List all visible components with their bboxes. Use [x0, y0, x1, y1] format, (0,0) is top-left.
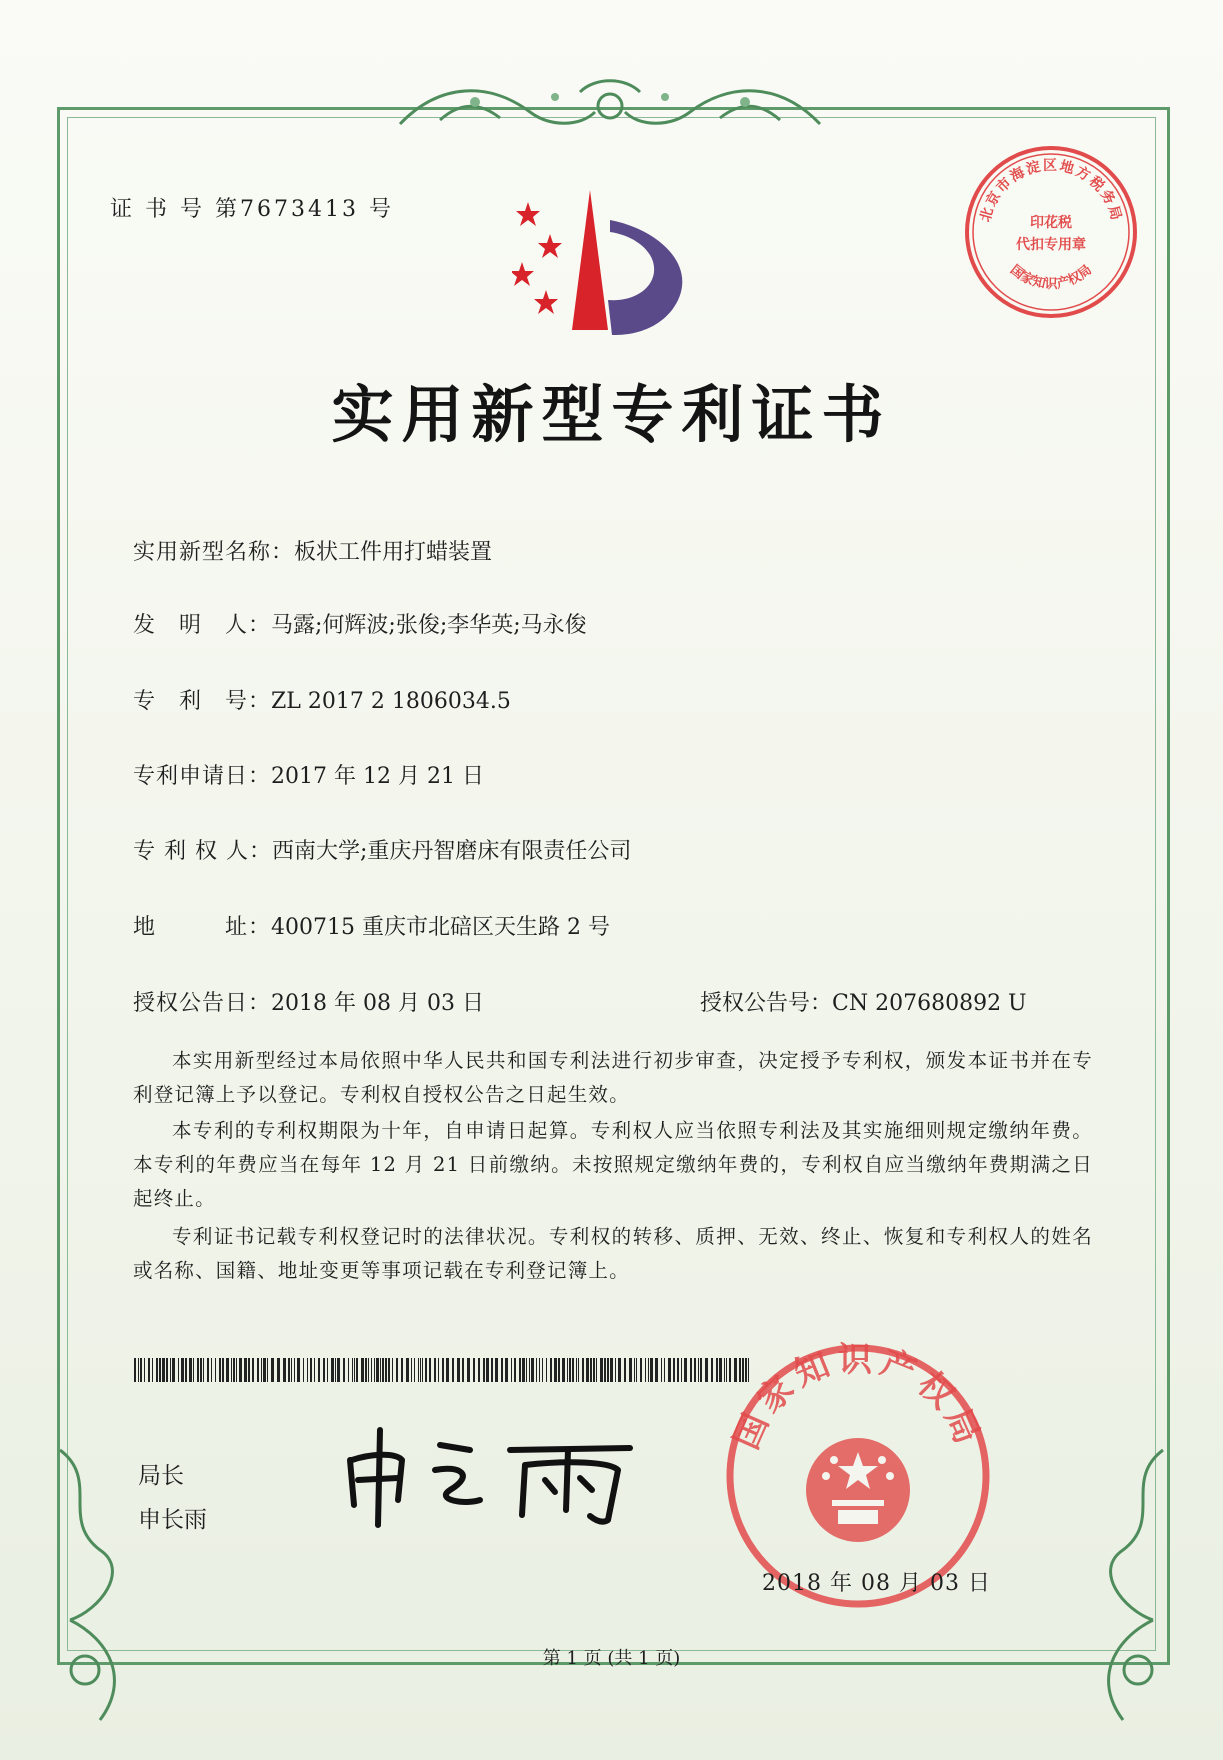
director-block [138, 1454, 207, 1542]
field-patentee [133, 834, 631, 865]
filing-date-value: 2017 年 12 月 21 日 [271, 764, 484, 789]
field-utility-name [133, 535, 492, 566]
certificate-title: 实用新型专利证书 [331, 378, 892, 451]
patent-number-label: 专 利 号： [133, 689, 272, 714]
paragraph-legal-status: 专利证书记载专利权登记时的法律状况。专利权的转移、质押、无效、终止、恢复和专利权人的姓名或名称、国籍、地址变更等事项记载在专利登记簿上。 [133, 1225, 1093, 1282]
patentee-value: 西南大学;重庆丹智磨床有限责任公司 [271, 839, 632, 864]
field-inventors [133, 608, 587, 639]
patent-office-logo-icon [512, 190, 712, 350]
inventors-value: 马露;何辉波;张俊;李华英;马永俊 [271, 613, 587, 638]
issue-date: 2018 年 08 月 03 日 [762, 1571, 991, 1596]
patentee-label: 专 利 权 人： [133, 839, 272, 864]
certificate-number: 证 书 号 第7673413 号 [110, 197, 394, 222]
announce-date-value: 2018 年 08 月 03 日 [271, 991, 484, 1016]
page-number: 第 1 页 (共 1 页) [542, 1648, 681, 1669]
director-name: 申长雨 [138, 1507, 207, 1533]
field-address [133, 910, 610, 941]
paragraph-grant: 本实用新型经过本局依照中华人民共和国专利法进行初步审查，决定授予专利权，颁发本证书并在专利登记簿上予以登记。专利权自授权公告之日起生效。 [133, 1049, 1093, 1106]
paragraph-term: 本专利的专利权期限为十年，自申请日起算。专利权人应当依照专利法及其实施细则规定缴纳年费。本专利的年费应当在每年 12 月 21 日前缴纳。未按照规定缴纳年费的，专利权自应当缴纳年费期满之日起终止。 [133, 1119, 1093, 1210]
bottom-right-ornament-icon [1063, 1440, 1183, 1740]
utility-name-label: 实用新型名称： [133, 540, 295, 565]
director-title: 局长 [138, 1463, 184, 1489]
address-value: 400715 重庆市北碚区天生路 2 号 [271, 915, 610, 940]
announce-number-value: CN 207680892 U [832, 991, 1027, 1016]
director-signature-icon [340, 1420, 640, 1530]
svg-text:印花税: 印花税 [1030, 215, 1072, 231]
address-label: 地 址： [133, 915, 272, 940]
inventor-label: 发 明 人： [133, 613, 272, 638]
svg-text:国家知识产权局: 国家知识产权局 [726, 1340, 990, 1456]
field-announce-number [700, 986, 1027, 1017]
barcode-icon [134, 1358, 754, 1382]
patent-number-value: ZL 2017 2 1806034.5 [271, 689, 511, 714]
top-ornament-icon [380, 72, 840, 142]
field-filing-date [133, 759, 484, 790]
field-patent-number [133, 684, 511, 715]
svg-text:北京市海淀区地方税务局: 北京市海淀区地方税务局 [977, 157, 1125, 224]
filing-date-label: 专利申请日： [133, 764, 272, 789]
announce-number-label: 授权公告号： [700, 991, 833, 1016]
svg-text:代扣专用章: 代扣专用章 [1016, 237, 1086, 253]
svg-text:国家知识产权局: 国家知识产权局 [1007, 262, 1095, 292]
announce-date-label: 授权公告日： [133, 991, 272, 1016]
field-announce-date [133, 986, 484, 1017]
utility-name-value: 板状工件用打蜡装置 [294, 540, 493, 565]
tax-stamp-seal-icon [962, 143, 1140, 321]
